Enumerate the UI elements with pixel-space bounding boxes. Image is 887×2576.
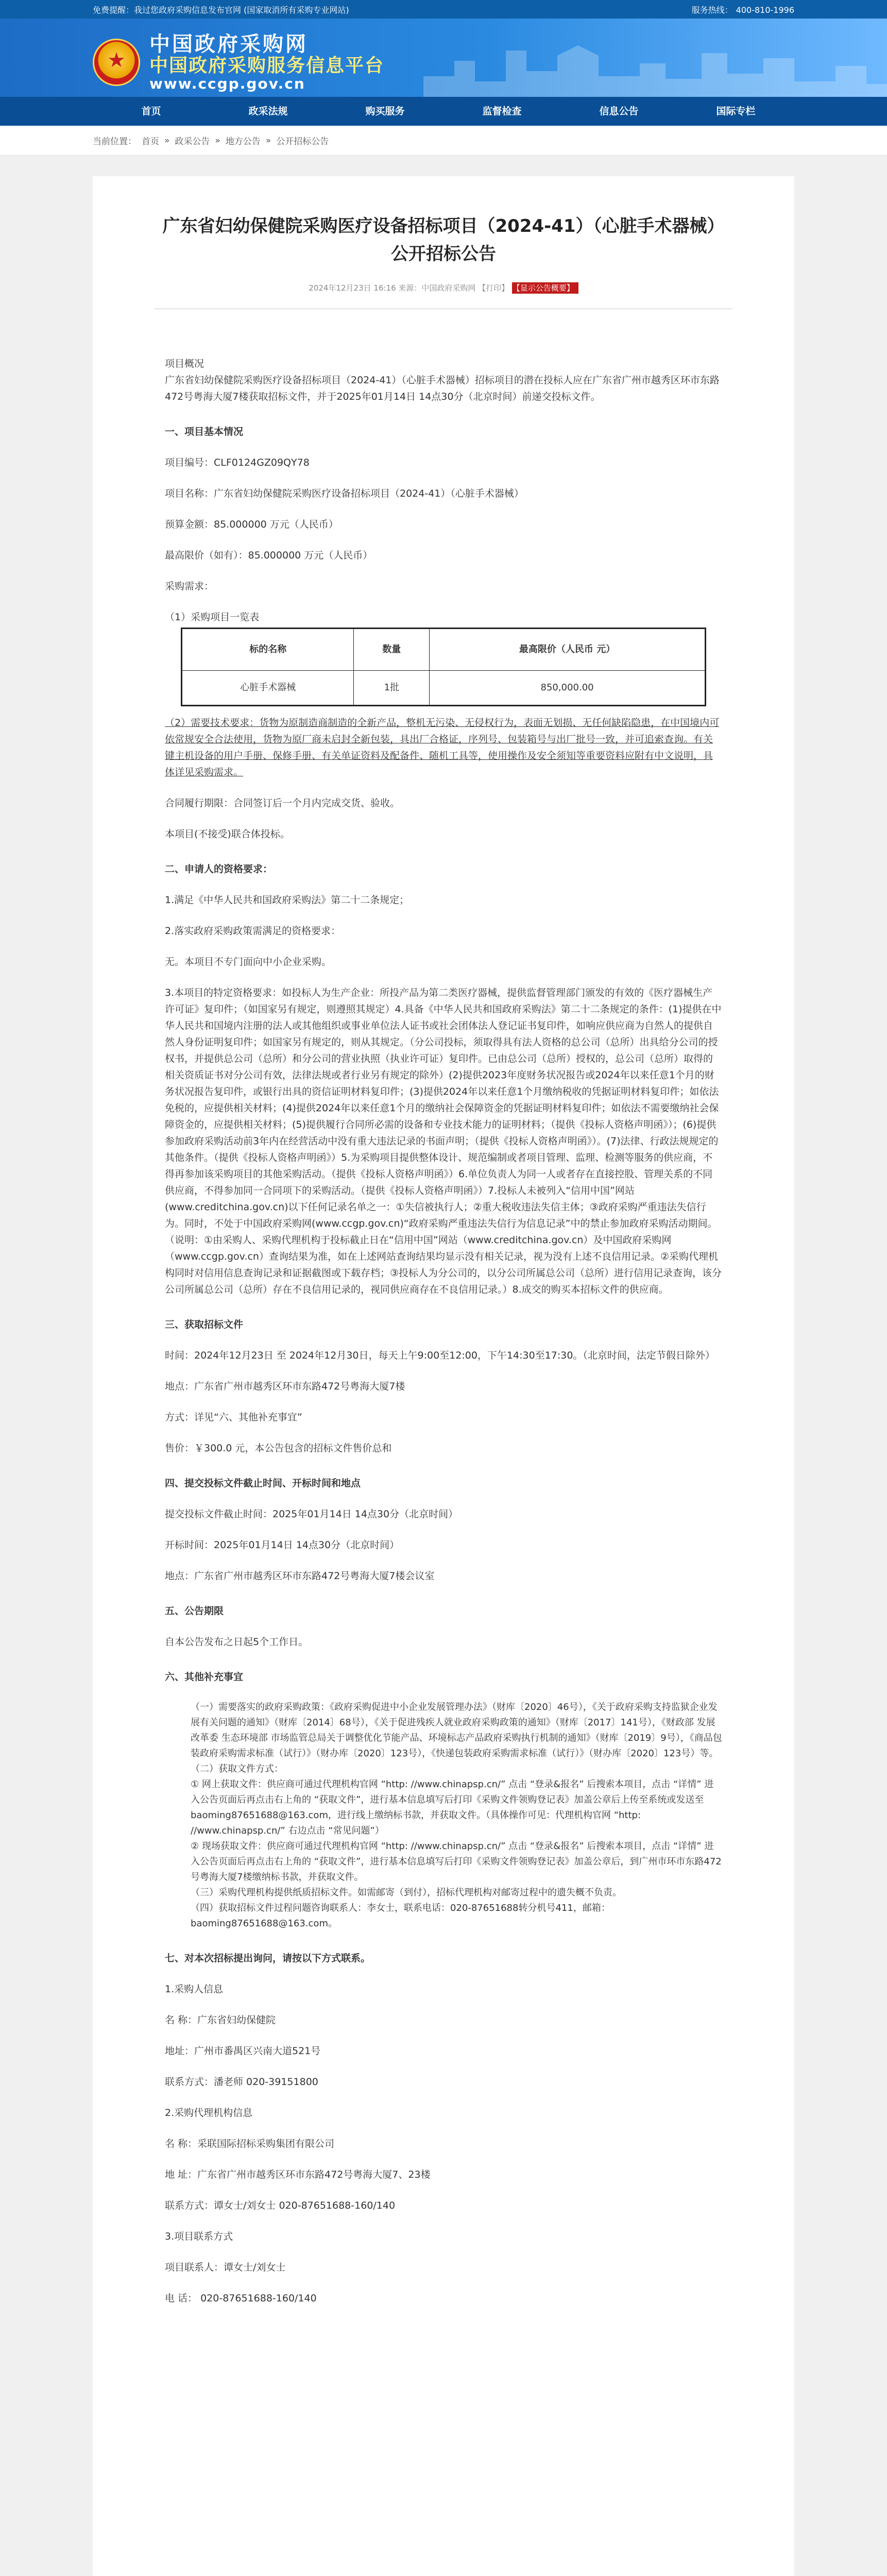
table-header: 数量 [354,629,430,671]
page-title: 广东省妇幼保健院采购医疗设备招标项目（2024-41）（心脏手术器械）公开招标公告 [162,216,725,264]
purchaser-heading: 1.采购人信息 [165,1984,224,1995]
acquire-place: 地点：广东省广州市越秀区环市东路472号粤海大厦7楼 [165,1381,405,1392]
nav-international[interactable]: 国际专栏 [716,106,756,117]
project-contact: 项目联系人：谭女士/刘女士 [165,2262,286,2273]
section-heading: 二、申请人的资格要求： [165,863,273,875]
site-logo[interactable] [93,33,384,92]
qualification-1: 1.满足《中华人民共和国政府采购法》第二十二条规定； [165,894,410,906]
open-time: 开标时间：2025年01月14日 14点30分（北京时间） [165,1539,400,1551]
table-header: 标的名称 [182,629,354,671]
technical-requirements: （2）需要技术要求：货物为原制造商制造的全新产品，整机无污染、无侵权行为，表面无划损、无任何缺陷隐患，在中国境内可依常规安全合法使用，货物为原厂商未启封全新包装，具出厂合格证，序列号、包装箱号与出厂批号一致，并可追索查询。有关键主机设备的用户手册、保修手册、有关单证资料及配备件、随机工具等，使用操作及安全须知等重要资料应附有中文说明，具体详见采购需求。 [165,717,720,778]
logo-url: www.ccgp.gov.cn [149,75,305,92]
table-cell: 1批 [354,671,430,706]
crumb-announcements[interactable]: 政采公告 [175,137,210,147]
crumb-open-tender[interactable]: 公开招标公告 [276,137,329,147]
project-phone: 电 话： 020-87651688-160/140 [165,2293,317,2304]
agency-contact: 联系方式：谭女士/刘女士 020-87651688-160/140 [165,2200,396,2211]
crumb-home[interactable]: 首页 [142,137,159,147]
project-name: 项目名称：广东省妇幼保健院采购医疗设备招标项目（2024-41）（心脏手术器械） [165,488,524,499]
article-body [155,355,732,2307]
qualification-2: 2.落实政府采购政策需满足的资格要求： [165,925,341,937]
online-acquire: ① 网上获取文件：供应商可通过代理机构官网 “http: //www.chinapsp.cn/” 点击 “登录&报名” 后搜索本项目，点击 “详情” 进入公告页面后再点击右上角的 “获取文件”，进行基本信息填写后打印《采购文件领购登记表》加盖公章后上传至系统或发送至baoming87651688@163.com，进行线上缴纳标书款，并获取文件。（具体操作可见：代理机构官网 “http: //www.chinapsp.cn/” 右边点击 “常见问题”） [191,1779,714,1836]
budget: 预算金额：85.000000 万元（人民币） [165,519,338,530]
consortium: 本项目(不接受)联合体投标。 [165,828,290,840]
consult-contact: （四）获取招标文件过程问题咨询联系人：李女士，联系电话：020-87651688转分机号411，邮箱：baoming87651688@163.com。 [191,1903,610,1929]
policy-text: （一）需要落实的政府采购政策：《政府采购促进中小企业发展管理办法》（财库〔2020〕46号），《关于政府采购支持监狱企业发展有关问题的通知》（财库〔2014〕68号），《关于促进残疾人就业政府采购政策的通知》（财库〔2017〕141号），《财政部 发展改革委 生态环境部 市场监管总局关于调整优化节能产品、环境标志产品政府采购执行机制的通知》（财库〔2019〕9号），《商品包装政府采购需求标准（试行）》（财办库〔2020〕123号），《快递包装政府采购需求标准（试行）》（财办库〔2020〕123号）等。 [191,1702,722,1759]
section-heading: 四、提交投标文件截止时间、开标时间和地点 [165,1478,361,1489]
hotline: 服务热线： 400-810-1996 [691,5,794,15]
list-label: （1）采购项目一览表 [165,612,260,623]
open-place: 地点：广东省广州市越秀区环市东路472号粤海大厦7楼会议室 [165,1570,435,1582]
purchaser-name: 名 称：广东省妇幼保健院 [165,2014,276,2026]
agency-address: 地 址：广东省广州市越秀区环市东路472号粤海大厦7、23楼 [165,2169,431,2180]
national-emblem-icon [93,39,140,86]
summary-toggle-button[interactable]: 【显示公告概要】 [512,282,578,294]
acquire-method-heading: （二）获取文件方式： [191,1764,283,1774]
demand-label: 采购需求： [165,581,214,592]
section-heading: 一、项目基本情况 [165,426,244,437]
project-contact-heading: 3.项目联系方式 [165,2231,233,2242]
document-price: 售价：￥300.0 元，本公告包含的招标文件售价总和 [165,1443,392,1454]
main-nav [0,97,887,126]
purchaser-contact: 联系方式：潘老师 020-39151800 [165,2076,318,2088]
table-row [182,671,706,706]
table-cell: 850,000.00 [430,671,706,706]
agency-name: 名 称：采联国际招标采购集团有限公司 [165,2138,335,2149]
section-heading: 三、获取招标文件 [165,1319,244,1330]
section-heading: 五、公告期限 [165,1605,224,1617]
max-price: 最高限价（如有）：85.000000 万元（人民币） [165,550,373,561]
overview-text: 广东省妇幼保健院采购医疗设备招标项目（2024-41）（心脏手术器械）招标项目的潜在投标人应在广东省广州市越秀区环市东路472号粤海大厦7楼获取招标文件，并于2025年01月14日 14点30分（北京时间）前递交投标文件。 [165,375,720,402]
section-heading: 六、其他补充事宜 [165,1671,244,1683]
project-number: 项目编号：CLF0124GZ09QY78 [165,457,310,468]
acquire-time: 时间：2024年12月23日 至 2024年12月30日，每天上午9:00至12:00，下午14:30至17:30。（北京时间，法定节假日除外） [165,1350,715,1361]
nav-announcements[interactable]: 信息公告 [599,106,639,117]
nav-home[interactable]: 首页 [141,106,161,117]
purchaser-address: 地址：广州市番禺区兴南大道521号 [165,2045,321,2057]
overview-heading: 项目概况 [165,358,204,369]
bid-deadline: 提交投标文件截止时间：2025年01月14日 14点30分（北京时间） [165,1509,458,1520]
top-notice: 免费提醒：我过您政府采购信息发布官网 (国家取消所有采购专业网站) [93,5,349,15]
acquire-method: 方式：详见“六、其他补充事宜” [165,1412,302,1423]
contract-period: 合同履行期限：合同签订后一个月内完成交货、验收。 [165,798,400,809]
nav-supervision[interactable]: 监督检查 [482,106,522,117]
paper-documents: （三）采购代理机构提供纸质招标文件。如需邮寄（到付），招标代理机构对邮寄过程中的遗失概不负责。 [191,1887,622,1898]
qualification-2-text: 无。本项目不专门面向中小企业采购。 [165,956,332,968]
article-meta: 2024年12月23日 16:16 来源：中国政府采购网 【打印】 【显示公告概要】 [155,282,732,309]
nav-services[interactable]: 购买服务 [365,106,405,117]
nav-regulations[interactable]: 政采法规 [248,106,288,117]
logo-line2: 中国政府采购服务信息平台 [149,55,385,76]
crumb-local[interactable]: 地方公告 [225,137,261,147]
top-bar [0,0,887,19]
skyline-illustration [423,35,887,97]
agency-heading: 2.采购代理机构信息 [165,2107,253,2119]
table-header: 最高限价（人民币 元） [430,629,706,671]
table-cell: 心脏手术器械 [182,671,354,706]
site-banner [0,19,887,97]
onsite-acquire: ② 现场获取文件：供应商可通过代理机构官网 “http: //www.chinapsp.cn/” 点击 “登录&报名” 后搜索本项目，点击 “详情” 进入公告页面后再点击右上角的 “获取文件”，进行基本信息填写后打印《采购文件领购登记表》加盖公章后，到广州市环市东路472号粤海大厦7楼缴纳标书款，并获取文件。 [191,1841,722,1883]
breadcrumb: 当前位置： 首页 » 政采公告 » 地方公告 » 公开招标公告 [0,126,887,156]
section-heading: 七、对本次招标提出询问，请按以下方式联系。 [165,1953,371,1964]
qualification-3: 3.本项目的特定资格要求：如投标人为生产企业：所投产品为第二类医疗器械，提供监督管理部门颁发的有效的《医疗器械生产许可证》复印件；（如国家另有规定，则遵照其规定）4.具备《中华人民共和国政府采购法》第二十二条规定的条件：(1)提供在中华人民共和国境内注册的法人或其他组织或事业单位法人证书或社会团体法人登记证书复印件，如响应供应商为自然人的提供自然人身份证明复印件；如国家另有规定的，则从其规定。（分公司投标，须取得具有法人资格的总公司（总所）出具给分公司的授权书，并提供总公司（总所）和分公司的营业执照（执业许可证）复印件。已由总公司（总所）授权的，总公司（总所）取得的相关资质证书对分公司有效，法律法规或者行业另有规定的除外）(2)提供2023年度财务状况报告或2024年以来任意1个月的财务状况报告复印件，或银行出具的资信证明材料复印件；(3)提供2024年以来任意1个月缴纳税收的凭据证明材料复印件；如依法免税的，应提供相关材料；(4)提供2024年以来任意1个月的缴纳社会保障资金的凭据证明材料复印件；如依法不需要缴纳社会保障资金的，应提供相关材料；(5)提供履行合同所必需的设备和专业技术能力的证明材料；（提供《投标人资格声明函》）；(6)提供参加政府采购活动前3年内在经营活动中没有重大违法记录的书面声明；（提供《投标人资格声明函》）。(7)法律、行政法规规定的其他条件。（提供《投标人资格声明函》）5.为采购项目提供整体设计、规范编制或者项目管理、监理、检测等服务的供应商，不得再参加该采购项目的其他采购活动。（提供《投标人资格声明函》）6.单位负责人为同一人或者存在直接控股、管理关系的不同供应商，不得参加同一合同项下的采购活动。（提供《投标人资格声明函》）7.投标人未被列入“信用中国”网站(www.creditchina.gov.cn)以下任何记录名单之一：①失信被执行人；②重大税收违法失信主体；③政府采购严重违法失信行为。同时，不处于中国政府采购网(www.ccgp.gov.cn)“政府采购严重违法失信行为信息记录”中的禁止参加政府采购活动期间。（说明：①由采购人、采购代理机构于投标截止日在“信用中国”网站（www.creditchina.gov.cn）及中国政府采购网（www.ccgp.gov.cn）查询结果为准，如在上述网站查询结果均显示没有相关记录，视为没有上述不良信用记录。②采购代理机构同时对信用信息查询记录和证据截图或下载存档；③投标人为分公司的，以分公司所属总公司（总所）进行信用记录查询，该分公司所属总公司（总所）存在不良信用记录的，视同供应商存在不良信用记录。）8.成交的购买本招标文件的供应商。 [165,987,722,1295]
announcement-period: 自本公告发布之日起5个工作日。 [165,1636,309,1648]
lots-table [181,628,706,706]
logo-line1: 中国政府采购网 [149,32,308,56]
article-card [93,176,794,2576]
